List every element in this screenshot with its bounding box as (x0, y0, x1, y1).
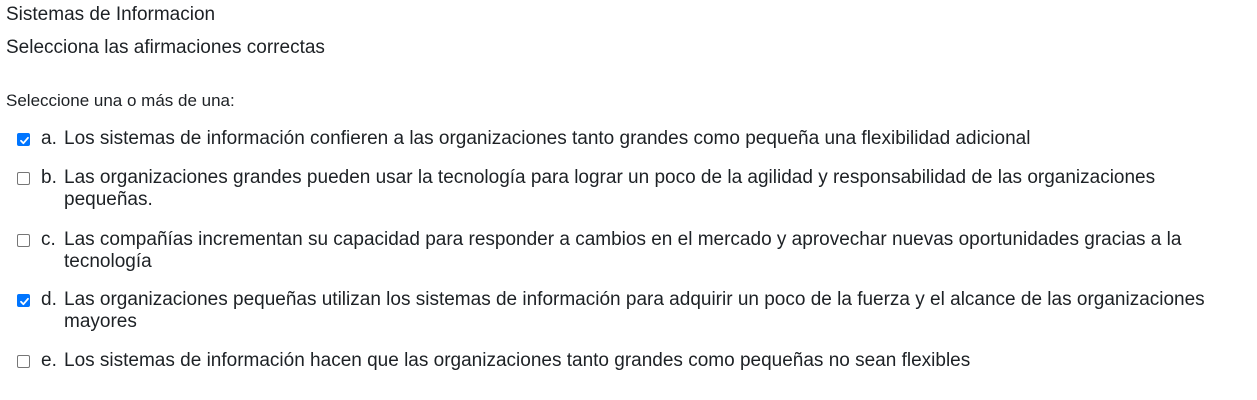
question-category: Sistemas de Informacion (6, 4, 216, 25)
answer-text[interactable]: Los sistemas de información hacen que las organizaciones tanto grandes como pequeñas no sean flexibles (64, 350, 971, 371)
answer-letter: e. (41, 350, 57, 371)
answer-letter: a. (41, 128, 57, 149)
checkbox-icon[interactable] (17, 355, 30, 368)
answer-text[interactable]: Las organizaciones grandes pueden usar la tecnología para lograr un poco de la agilidad y responsabilidad de las organizaciones pequeñas. (64, 167, 1156, 210)
answer-option-a[interactable] (15, 128, 1247, 150)
checkbox-icon[interactable] (17, 133, 30, 146)
answer-text[interactable]: Las organizaciones pequeñas utilizan los sistemas de información para adquirir un poco de la fuerza y el alcance de las organizaciones mayores (64, 289, 1205, 332)
checkbox-icon[interactable] (17, 234, 30, 247)
answer-text[interactable]: Los sistemas de información confieren a las organizaciones tanto grandes como pequeña una flexibilidad adicional (64, 128, 1031, 149)
answer-prompt: Seleccione una o más de una: (6, 91, 235, 110)
question-instruction: Selecciona las afirmaciones correctas (6, 37, 325, 58)
answer-text[interactable]: Las compañías incrementan su capacidad para responder a cambios en el mercado y aprovechar nuevas oportunidades gracias a la tecnología (64, 229, 1182, 272)
answer-letter: d. (41, 289, 57, 310)
answer-option-d[interactable] (15, 289, 1247, 333)
answer-option-e[interactable] (15, 350, 1247, 372)
answer-letter: b. (41, 167, 57, 188)
answer-letter: c. (41, 229, 56, 250)
answer-option-b[interactable] (15, 167, 1247, 211)
checkbox-icon[interactable] (17, 294, 30, 307)
checkbox-icon[interactable] (17, 172, 30, 185)
answer-option-c[interactable] (15, 229, 1247, 273)
